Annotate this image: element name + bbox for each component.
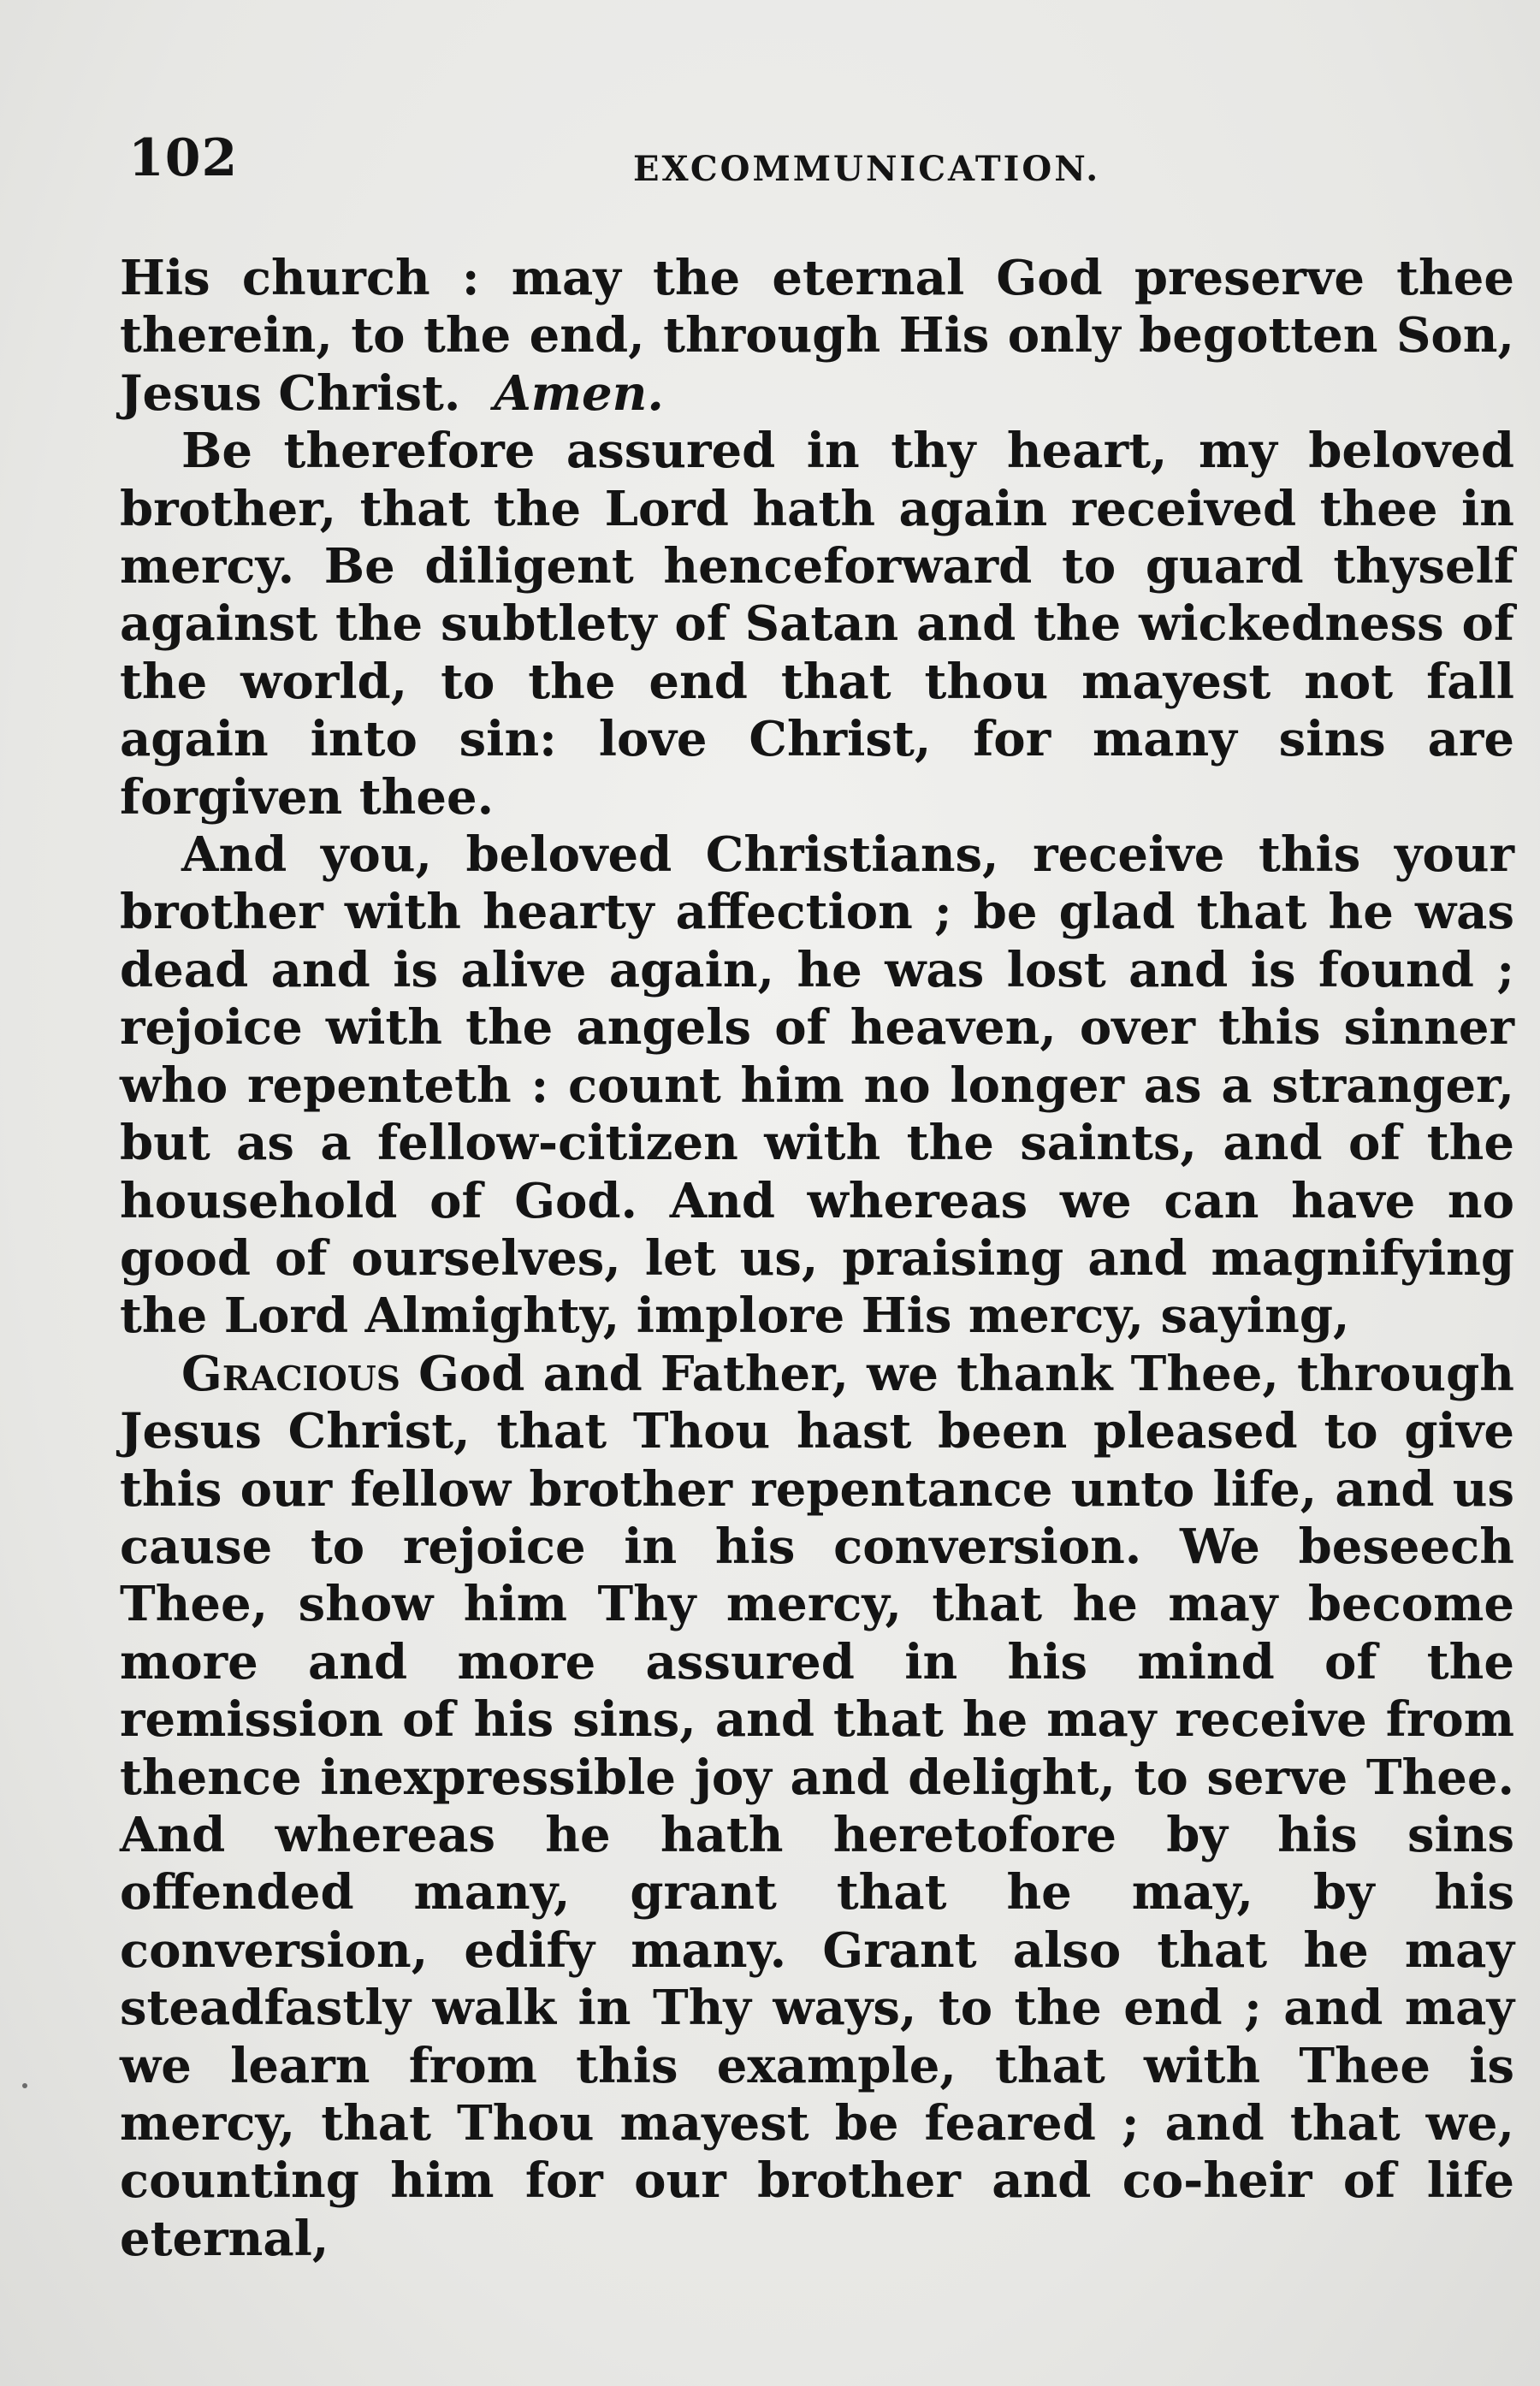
paragraph-3-text: And you, beloved Christians, receive this your brother with hearty affection ; be glad that he was dead and is alive again, he was lost and is found ; rejoice with the angels of heaven, over this sinner who repenteth : count him no longer as a stranger, but as a fellow-citizen with the saints, and of the household of God. And whereas we can have no good of ourselves, let us, praising and magnifying the Lord Almighty, implore His mercy, saying,	[120, 826, 1514, 1345]
stray-ink-mark	[22, 2083, 27, 2088]
amen-word: Amen.	[494, 364, 664, 422]
paragraph-1	[120, 250, 1514, 423]
page-number: 102	[128, 128, 239, 188]
paragraph-4	[120, 1346, 1514, 2269]
gracious-lead-word: Gracious	[181, 1345, 400, 1402]
paragraph-3	[120, 826, 1514, 1346]
paragraph-2	[120, 423, 1514, 826]
running-head: EXCOMMUNICATION.	[633, 149, 1101, 189]
paragraph-1-text: His church : may the eternal God preserve thee therein, to the end, through His only begotten Son, Jesus Christ.	[120, 250, 1514, 422]
paragraph-2-text: Be therefore assured in thy heart, my beloved brother, that the Lord hath again received thee in mercy. Be diligent henceforward to guard thyself against the subtlety of Satan and the wickedness of the world, to the end that thou mayest not fall again into sin: love Christ, for many sins are forgiven thee.	[120, 423, 1514, 826]
paragraph-4-text: God and Father, we thank Thee, through Jesus Christ, that Thou hast been pleased to give this our fellow brother repentance unto life, and us cause to rejoice in his conversion. We beseech Thee, show him Thy mercy, that he may become more and more assured in his mind of the remission of his sins, and that he may receive from thence inexpressible joy and delight, to serve Thee. And whereas he hath heretofore by his sins offended many, grant that he may, by his conversion, edify many. Grant also that he may steadfastly walk in Thy ways, to the end ; and may we learn from this example, that with Thee is mercy, that Thou mayest be feared ; and that we, counting him for our brother and co-heir of life eternal,	[120, 1345, 1514, 2267]
page-header	[128, 128, 1514, 197]
body-text	[120, 250, 1514, 2268]
